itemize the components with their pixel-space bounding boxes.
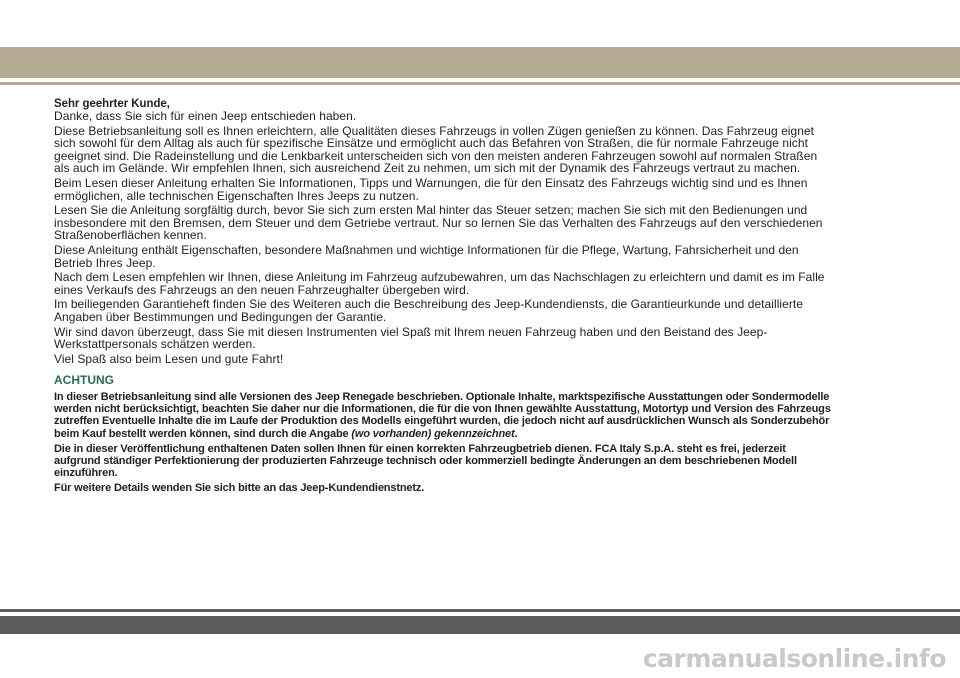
header-rule	[0, 82, 960, 85]
warning-versions-text: In dieser Betriebsanleitung sind alle Versionen des Jeep Renegade beschrieben. Optionale Inhalte, marktspezifische Ausstattungen oder Sondermodelle werden nicht berücksichtigt, beachten Sie daher nur die Informationen, die für die von Ihnen gewählte Ausstattung, Motortyp und Version des Fahrzeugs zutreffen Eventuelle Inhalte die im Laufe der Produktion des Modells eingeführt wurden, die jedoch nicht auf ausdrücklichen Wunsch als Sonderzubehör beim Kauf bestellt werden können, sind durch die Angabe	[54, 391, 831, 440]
letter-paragraph: Nach dem Lesen empfehlen wir Ihnen, diese Anleitung im Fahrzeug aufzubewahren, um das Nachschlagen zu erleichtern und damit es im Falle eines Verkaufs des Fahrzeugs an den neuen Fahrzeughalter übergeben wird.	[54, 270, 825, 297]
letter-paragraph: Diese Anleitung enthält Eigenschaften, besondere Maßnahmen und wichtige Informationen für die Pflege, Wartung, Fahrsicherheit und den Betrieb Ihres Jeep.	[54, 242, 799, 270]
watermark-text: carmanualsonline.info	[642, 644, 946, 673]
header-band	[0, 0, 960, 86]
footer-stripe	[0, 616, 960, 634]
manual-page-content	[54, 96, 834, 497]
warning-paragraph-data: Die in dieser Veröffentlichung enthaltenen Daten sollen Ihnen für einen korrekten Fahrzeugbetrieb dienen. FCA Italy S.p.A. steht es frei, jederzeit aufgrund ständiger Perfektionierung der produzierten Fahrzeuge technisch oder kommerziell bedingte Änderungen an dem beschriebenen Modell einzuführen.	[54, 442, 797, 479]
letter-paragraph: Im beiliegenden Garantieheft finden Sie des Weiteren auch die Beschreibung des Jeep-Kundendiensts, die Garantieurkunde und detaillierte Angaben über Bestimmungen und Bedingungen der Garantie.	[54, 297, 804, 324]
letter-paragraph: Wir sind davon überzeugt, dass Sie mit diesen Instrumenten viel Spaß mit Ihrem neuen Fahrzeug haben und den Beistand des Jeep-Werkstattpersonals schätzen werden.	[54, 324, 768, 352]
warning-heading: ACHTUNG	[54, 373, 114, 388]
letter-paragraph: Diese Betriebsanleitung soll es Ihnen erleichtern, alle Qualitäten dieses Fahrzeugs in vollen Zügen genießen zu können. Das Fahrzeug eignet sich sowohl für dem Alltag als auch für spezifische Einsätze und ermöglicht auch das Befahren von Straßen, die für normale Fahrzeuge nicht geeignet sind. Die Radeinstellung und die Lenkbarkeit unterscheiden sich von den meisten anderen Fahrzeugen sowohl auf normalen Straßen als auch im Gelände. Wir empfehlen Ihnen, sich ausreichend Zeit zu nehmen, um sich mit der Dynamik des Fahrzeugs vertraut zu machen.	[54, 123, 818, 176]
letter-paragraph: Beim Lesen dieser Anleitung erhalten Sie Informationen, Tipps und Warnungen, die für den Einsatz des Fahrzeugs wichtig sind und es Ihnen ermöglichen, alle technischen Eigenschaften Ihres Jeeps zu nutzen.	[54, 175, 808, 203]
warning-versions-end: .	[514, 427, 518, 440]
warning-paragraph-versions	[54, 391, 834, 439]
footer-band	[0, 604, 960, 634]
letter-paragraph: Lesen Sie die Anleitung sorgfältig durch, bevor Sie sich zum ersten Mal hinter das Steuer setzen; machen Sie sich mit den Bedienungen und insbesondere mit den Bremsen, dem Steuer und dem Getriebe vertraut. Nur so lernen Sie das Verhalten des Fahrzeugs auf den verschiedenen Straßenoberflächen kennen.	[54, 203, 823, 243]
letter-greeting: Sehr geehrter Kunde,	[54, 96, 170, 110]
warning-versions-italic: (wo vorhanden) gekennzeichnet	[351, 427, 515, 440]
letter-paragraph: Danke, dass Sie sich für einen Jeep entschieden haben.	[54, 109, 357, 123]
header-stripe	[0, 47, 960, 78]
letter-paragraph: Viel Spaß also beim Lesen und gute Fahrt!	[54, 351, 284, 366]
warning-paragraph-service: Für weitere Details wenden Sie sich bitte an das Jeep-Kundendienstnetz.	[54, 481, 425, 494]
footer-rule	[0, 609, 960, 612]
